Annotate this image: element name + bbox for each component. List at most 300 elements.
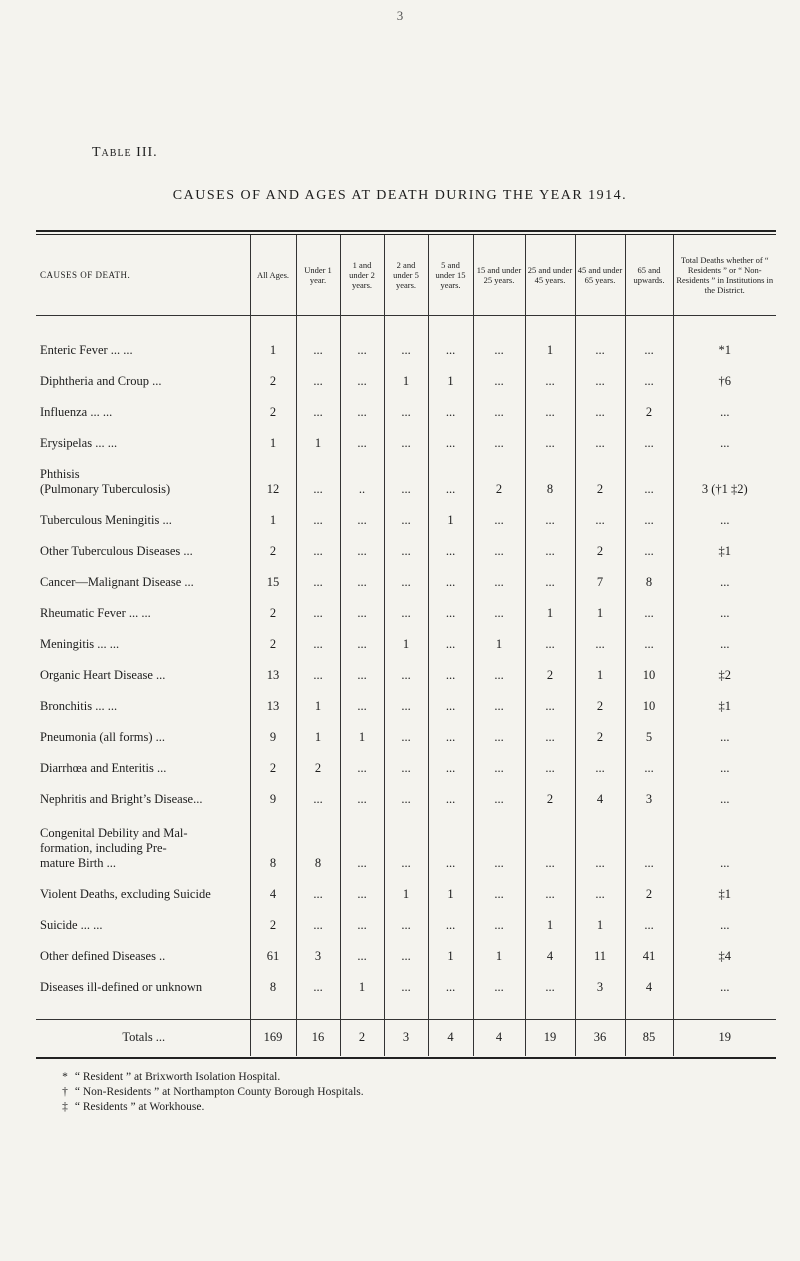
value-cell: 4 <box>525 940 575 971</box>
value-cell: 10 <box>625 659 673 690</box>
page-number: 3 <box>396 8 404 23</box>
value-cell: 2 <box>296 752 340 783</box>
value-cell: ... <box>340 427 384 458</box>
value-cell: ... <box>296 783 340 814</box>
value-cell: ... <box>625 427 673 458</box>
cause-cell: Congenital Debility and Mal- formation, including Pre- mature Birth ... <box>40 825 188 870</box>
value-cell: ... <box>340 365 384 396</box>
spacer-cell <box>296 1002 340 1020</box>
value-cell: ... <box>473 566 525 597</box>
value-cell: ... <box>384 909 428 940</box>
value-cell: 8 <box>625 566 673 597</box>
cause-cell: Cancer—Malignant Disease ... <box>40 574 194 589</box>
value-cell: ... <box>575 752 625 783</box>
value-cell: 2 <box>575 535 625 566</box>
value-cell: ... <box>384 721 428 752</box>
value-cell: 1 <box>296 427 340 458</box>
value-cell: 8 <box>525 458 575 504</box>
value-cell: ... <box>428 971 473 1002</box>
table-row <box>36 365 776 396</box>
value-cell: .. <box>340 458 384 504</box>
spacer-cell <box>673 1002 776 1020</box>
total-cell: 169 <box>250 1020 296 1056</box>
table-row <box>36 909 776 940</box>
spacer-cell <box>473 1002 525 1020</box>
value-cell: 4 <box>250 878 296 909</box>
spacer-cell <box>673 316 776 334</box>
spacer-row <box>36 1002 776 1020</box>
table-row <box>36 458 776 504</box>
footnote <box>58 1085 364 1100</box>
value-cell: ... <box>625 814 673 878</box>
table-row <box>36 690 776 721</box>
column-header: 65 and upwards. <box>625 235 673 316</box>
cause-cell: Phthisis (Pulmonary Tuberculosis) <box>40 466 171 496</box>
value-cell: 2 <box>250 628 296 659</box>
value-cell: ... <box>673 396 776 427</box>
value-cell: ... <box>428 690 473 721</box>
spacer-cell <box>525 1002 575 1020</box>
cause-cell: Pneumonia (all forms) ... <box>40 729 165 744</box>
value-cell: ... <box>428 752 473 783</box>
causes-of-death-table <box>36 235 776 1056</box>
value-cell: ... <box>384 597 428 628</box>
table-row <box>36 535 776 566</box>
table-row <box>36 752 776 783</box>
value-cell: ... <box>296 365 340 396</box>
header-row <box>36 235 776 316</box>
value-cell: ... <box>525 365 575 396</box>
spacer-cell <box>250 1002 296 1020</box>
value-cell: 1 <box>473 940 525 971</box>
footnote-text: “ Resident ” at Brixworth Isolation Hospital. <box>74 1071 281 1083</box>
cause-cell: Diarrhœa and Enteritis ... <box>40 760 167 775</box>
value-cell: ... <box>340 940 384 971</box>
value-cell: ‡1 <box>673 535 776 566</box>
value-cell: 1 <box>428 940 473 971</box>
value-cell: ... <box>428 814 473 878</box>
value-cell: 1 <box>428 878 473 909</box>
column-header-cause: CAUSES OF DEATH. <box>40 270 131 280</box>
value-cell: ... <box>673 971 776 1002</box>
column-header: 45 and under 65 years. <box>575 235 625 316</box>
value-cell: ... <box>384 783 428 814</box>
column-header: Total Deaths whether of “ Residents ” or “ Non-Residents ” in Institutions in the District. <box>673 235 776 316</box>
value-cell: ... <box>340 909 384 940</box>
value-cell: 8 <box>250 814 296 878</box>
value-cell: ... <box>575 878 625 909</box>
value-cell: 2 <box>250 752 296 783</box>
bottom-rule <box>36 1057 776 1059</box>
table-body <box>36 316 776 1056</box>
value-cell: *1 <box>673 334 776 365</box>
total-cell: 2 <box>340 1020 384 1056</box>
value-cell: ... <box>673 909 776 940</box>
value-cell: ... <box>473 721 525 752</box>
cause-cell: Diphtheria and Croup ... <box>40 373 162 388</box>
spacer-cell <box>575 1002 625 1020</box>
footnote <box>58 1100 364 1115</box>
value-cell: ... <box>428 427 473 458</box>
value-cell: ... <box>428 659 473 690</box>
value-cell: 2 <box>250 365 296 396</box>
value-cell: ... <box>525 814 575 878</box>
value-cell: ... <box>340 690 384 721</box>
spacer-cell <box>384 1002 428 1020</box>
total-cell: 85 <box>625 1020 673 1056</box>
value-cell: 2 <box>250 909 296 940</box>
column-header: 2 and under 5 years. <box>384 235 428 316</box>
value-cell: 2 <box>575 690 625 721</box>
value-cell: 1 <box>575 659 625 690</box>
value-cell: ... <box>340 504 384 535</box>
cause-cell: Influenza ... ... <box>40 404 113 419</box>
value-cell: ... <box>428 396 473 427</box>
value-cell: ... <box>673 427 776 458</box>
value-cell: ... <box>525 396 575 427</box>
value-cell: ... <box>296 659 340 690</box>
value-cell: 9 <box>250 721 296 752</box>
value-cell: ... <box>473 427 525 458</box>
spacer-cell <box>340 1002 384 1020</box>
spacer-cell <box>525 316 575 334</box>
value-cell: ... <box>525 535 575 566</box>
value-cell: 61 <box>250 940 296 971</box>
value-cell: ... <box>473 535 525 566</box>
value-cell: ... <box>428 783 473 814</box>
value-cell: ... <box>384 504 428 535</box>
value-cell: ... <box>625 597 673 628</box>
table-row <box>36 566 776 597</box>
table-row <box>36 396 776 427</box>
footnote-symbol: † <box>62 1086 68 1098</box>
value-cell: 8 <box>250 971 296 1002</box>
spacer-cell <box>340 316 384 334</box>
value-cell: ‡2 <box>673 659 776 690</box>
value-cell: ... <box>296 628 340 659</box>
spacer-cell <box>296 316 340 334</box>
total-cell: 19 <box>673 1020 776 1056</box>
value-cell: ... <box>296 878 340 909</box>
value-cell: 3 <box>296 940 340 971</box>
spacer-cell <box>250 316 296 334</box>
value-cell: ... <box>625 458 673 504</box>
value-cell: 4 <box>575 783 625 814</box>
value-cell: 3 (†1 ‡2) <box>673 458 776 504</box>
cause-cell: Erysipelas ... ... <box>40 435 118 450</box>
value-cell: ... <box>384 940 428 971</box>
value-cell: 41 <box>625 940 673 971</box>
value-cell: ... <box>473 504 525 535</box>
value-cell: 1 <box>428 365 473 396</box>
value-cell: ... <box>673 628 776 659</box>
value-cell: ... <box>296 971 340 1002</box>
value-cell: ... <box>575 628 625 659</box>
value-cell: ... <box>428 721 473 752</box>
table-row <box>36 783 776 814</box>
value-cell: ... <box>525 504 575 535</box>
value-cell: ... <box>575 365 625 396</box>
value-cell: ... <box>473 971 525 1002</box>
spacer-cell <box>625 316 673 334</box>
value-cell: 1 <box>525 597 575 628</box>
column-header: 25 and under 45 years. <box>525 235 575 316</box>
value-cell: 3 <box>625 783 673 814</box>
value-cell: ... <box>340 566 384 597</box>
value-cell: ‡1 <box>673 878 776 909</box>
value-cell: ... <box>296 597 340 628</box>
value-cell: 12 <box>250 458 296 504</box>
value-cell: 1 <box>250 334 296 365</box>
value-cell: 1 <box>575 597 625 628</box>
value-cell: ... <box>575 396 625 427</box>
value-cell: ... <box>384 535 428 566</box>
table-row <box>36 721 776 752</box>
value-cell: 13 <box>250 659 296 690</box>
value-cell: 2 <box>625 878 673 909</box>
value-cell: 1 <box>384 628 428 659</box>
value-cell: ... <box>340 334 384 365</box>
cause-cell: Nephritis and Bright’s Disease... <box>40 791 203 806</box>
total-cell: 4 <box>428 1020 473 1056</box>
total-cell: 3 <box>384 1020 428 1056</box>
value-cell: 13 <box>250 690 296 721</box>
footnote-text: “ Residents ” at Workhouse. <box>74 1101 205 1113</box>
value-cell: ... <box>673 721 776 752</box>
value-cell: ... <box>428 566 473 597</box>
value-cell: 1 <box>384 365 428 396</box>
value-cell: ... <box>525 971 575 1002</box>
table-row <box>36 427 776 458</box>
value-cell: 1 <box>340 721 384 752</box>
value-cell: 2 <box>575 721 625 752</box>
total-cell: 4 <box>473 1020 525 1056</box>
value-cell: ... <box>673 814 776 878</box>
value-cell: ... <box>473 909 525 940</box>
value-cell: ... <box>296 909 340 940</box>
value-cell: ... <box>340 628 384 659</box>
value-cell: †6 <box>673 365 776 396</box>
value-cell: ... <box>384 427 428 458</box>
value-cell: 1 <box>525 909 575 940</box>
value-cell: ... <box>296 334 340 365</box>
footnotes <box>58 1070 364 1115</box>
value-cell: ... <box>473 659 525 690</box>
value-cell: ... <box>384 971 428 1002</box>
cause-cell: Other defined Diseases .. <box>40 948 166 963</box>
value-cell: ... <box>673 597 776 628</box>
spacer-cell <box>36 316 250 334</box>
value-cell: ... <box>525 752 575 783</box>
spacer-cell <box>36 1002 250 1020</box>
value-cell: ... <box>340 814 384 878</box>
spacer-cell <box>575 316 625 334</box>
page-title: CAUSES OF AND AGES AT DEATH DURING THE YEAR 1914. <box>172 188 628 203</box>
value-cell: 2 <box>625 396 673 427</box>
column-header: Under 1 year. <box>296 235 340 316</box>
table-row <box>36 971 776 1002</box>
value-cell: 2 <box>525 659 575 690</box>
value-cell: ... <box>340 396 384 427</box>
value-cell: ... <box>384 752 428 783</box>
table-row <box>36 940 776 971</box>
column-header: 1 and under 2 years. <box>340 235 384 316</box>
value-cell: ... <box>625 535 673 566</box>
table-row <box>36 334 776 365</box>
value-cell: ... <box>296 458 340 504</box>
value-cell: ... <box>625 752 673 783</box>
total-cell: 36 <box>575 1020 625 1056</box>
value-cell: ... <box>625 365 673 396</box>
value-cell: 1 <box>296 690 340 721</box>
value-cell: 4 <box>625 971 673 1002</box>
value-cell: 15 <box>250 566 296 597</box>
value-cell: ... <box>473 690 525 721</box>
value-cell: ... <box>384 566 428 597</box>
value-cell: ... <box>384 458 428 504</box>
totals-row <box>36 1020 776 1056</box>
table-row <box>36 504 776 535</box>
value-cell: 1 <box>525 334 575 365</box>
cause-cell: Organic Heart Disease ... <box>40 667 166 682</box>
value-cell: 9 <box>250 783 296 814</box>
value-cell: ... <box>673 752 776 783</box>
cause-cell: Bronchitis ... ... <box>40 698 118 713</box>
value-cell: 2 <box>575 458 625 504</box>
total-cell: 16 <box>296 1020 340 1056</box>
table-row <box>36 597 776 628</box>
column-header: 15 and under 25 years. <box>473 235 525 316</box>
value-cell: 2 <box>250 396 296 427</box>
value-cell: 1 <box>296 721 340 752</box>
spacer-cell <box>384 316 428 334</box>
value-cell: ... <box>428 458 473 504</box>
value-cell: ... <box>384 659 428 690</box>
value-cell: ... <box>473 783 525 814</box>
value-cell: 1 <box>340 971 384 1002</box>
value-cell: ... <box>428 628 473 659</box>
value-cell: ... <box>473 334 525 365</box>
value-cell: ‡1 <box>673 690 776 721</box>
value-cell: ... <box>473 365 525 396</box>
value-cell: 1 <box>384 878 428 909</box>
value-cell: ... <box>525 427 575 458</box>
value-cell: 2 <box>525 783 575 814</box>
value-cell: ... <box>340 878 384 909</box>
value-cell: ... <box>428 909 473 940</box>
value-cell: ... <box>340 752 384 783</box>
value-cell: ... <box>673 783 776 814</box>
value-cell: ... <box>625 504 673 535</box>
value-cell: ... <box>296 396 340 427</box>
value-cell: ‡4 <box>673 940 776 971</box>
value-cell: ... <box>340 597 384 628</box>
table-row <box>36 814 776 878</box>
cause-cell: Suicide ... ... <box>40 917 103 932</box>
value-cell: ... <box>673 566 776 597</box>
value-cell: ... <box>428 334 473 365</box>
cause-cell: Rheumatic Fever ... ... <box>40 605 151 620</box>
spacer-row <box>36 316 776 334</box>
value-cell: ... <box>525 721 575 752</box>
value-cell: ... <box>428 597 473 628</box>
value-cell: ... <box>296 504 340 535</box>
footnote-symbol: ‡ <box>62 1101 68 1113</box>
value-cell: ... <box>625 909 673 940</box>
value-cell: 5 <box>625 721 673 752</box>
cause-cell: Violent Deaths, excluding Suicide <box>40 886 211 901</box>
value-cell: ... <box>575 504 625 535</box>
cause-cell: Diseases ill-defined or unknown <box>40 979 203 994</box>
value-cell: 1 <box>575 909 625 940</box>
cause-cell: Meningitis ... ... <box>40 636 120 651</box>
value-cell: 1 <box>250 504 296 535</box>
value-cell: ... <box>625 628 673 659</box>
value-cell: ... <box>340 783 384 814</box>
cause-cell: Other Tuberculous Diseases ... <box>40 543 193 558</box>
value-cell: 11 <box>575 940 625 971</box>
value-cell: ... <box>296 535 340 566</box>
value-cell: ... <box>525 690 575 721</box>
table-label: Table III. <box>92 145 158 160</box>
total-cell: 19 <box>525 1020 575 1056</box>
spacer-cell <box>428 316 473 334</box>
value-cell: ... <box>340 659 384 690</box>
spacer-cell <box>625 1002 673 1020</box>
footnote-symbol: * <box>62 1071 68 1083</box>
spacer-cell <box>473 316 525 334</box>
cause-cell: Tuberculous Meningitis ... <box>40 512 172 527</box>
value-cell: 1 <box>250 427 296 458</box>
value-cell: ... <box>384 690 428 721</box>
value-cell: ... <box>384 396 428 427</box>
spacer-cell <box>428 1002 473 1020</box>
value-cell: 2 <box>250 597 296 628</box>
value-cell: ... <box>340 535 384 566</box>
value-cell: ... <box>428 535 473 566</box>
table-row <box>36 878 776 909</box>
value-cell: ... <box>575 334 625 365</box>
value-cell: ... <box>384 814 428 878</box>
cause-cell: Enteric Fever ... ... <box>40 342 133 357</box>
value-cell: 2 <box>250 535 296 566</box>
value-cell: 3 <box>575 971 625 1002</box>
footnote <box>58 1070 364 1085</box>
value-cell: ... <box>384 334 428 365</box>
value-cell: ... <box>525 878 575 909</box>
value-cell: 8 <box>296 814 340 878</box>
value-cell: ... <box>473 597 525 628</box>
value-cell: ... <box>473 814 525 878</box>
value-cell: ... <box>296 566 340 597</box>
value-cell: 2 <box>473 458 525 504</box>
value-cell: ... <box>525 566 575 597</box>
value-cell: ... <box>575 427 625 458</box>
column-header: All Ages. <box>250 235 296 316</box>
value-cell: 10 <box>625 690 673 721</box>
value-cell: ... <box>575 814 625 878</box>
value-cell: ... <box>473 752 525 783</box>
value-cell: 1 <box>473 628 525 659</box>
table-row <box>36 628 776 659</box>
value-cell: ... <box>673 504 776 535</box>
value-cell: ... <box>525 628 575 659</box>
value-cell: 7 <box>575 566 625 597</box>
value-cell: 1 <box>428 504 473 535</box>
column-header: 5 and under 15 years. <box>428 235 473 316</box>
value-cell: ... <box>625 334 673 365</box>
footnote-text: “ Non-Residents ” at Northampton County Borough Hospitals. <box>74 1086 364 1098</box>
